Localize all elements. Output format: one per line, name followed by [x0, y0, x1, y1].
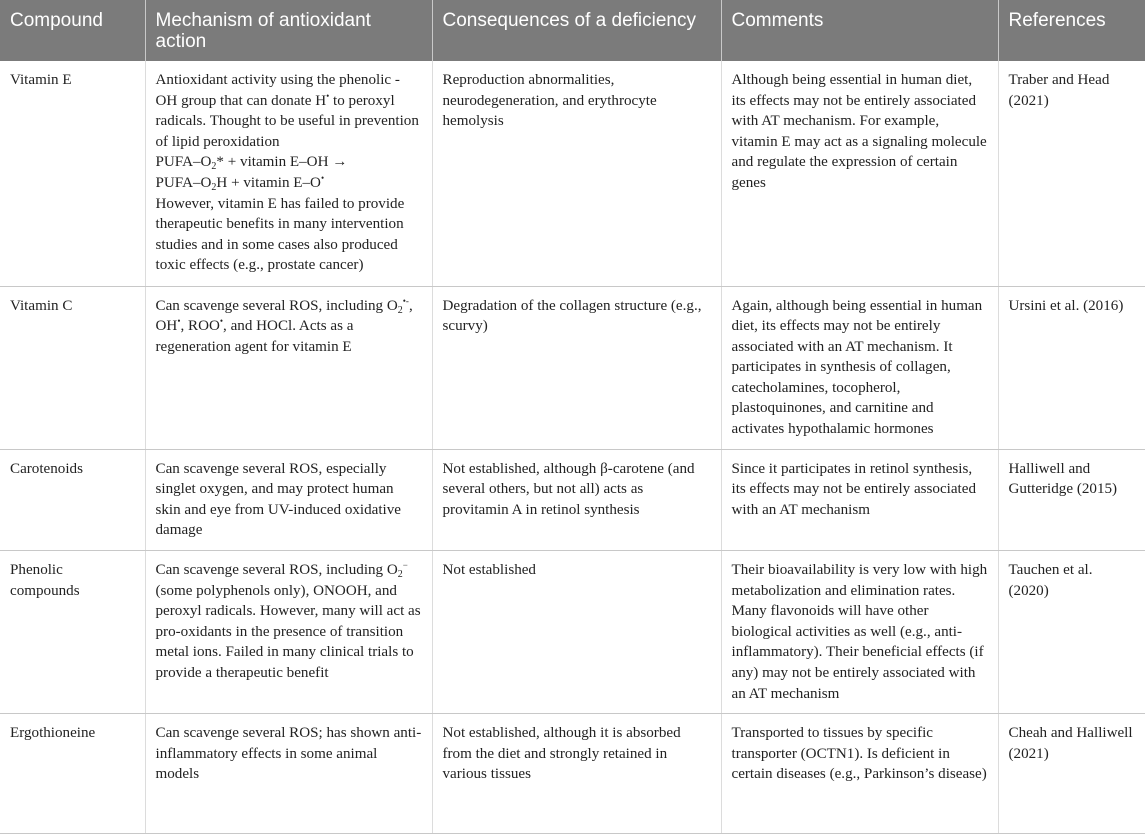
cell-comments: Transported to tissues by specific transporter (OCTN1). Is deficient in certain diseases (e.g., Parkinson’s disease) [721, 714, 998, 834]
table-body [0, 61, 1145, 834]
cell-comments: Since it participates in retinol synthesis, its effects may not be entirely associated with an AT mechanism [721, 449, 998, 550]
header-consequences: Consequences of a deficiency [432, 0, 721, 61]
cell-compound: Vitamin E [0, 61, 145, 286]
table-row [0, 286, 1145, 449]
cell-references: Tauchen et al. (2020) [998, 551, 1145, 714]
equation-text: * + vitamin E–OH → [216, 154, 348, 171]
header-references: References [998, 0, 1145, 61]
table-row [0, 551, 1145, 714]
subscript: 2 [211, 181, 217, 193]
cell-consequences: Reproduction abnormalities, neurodegeneration, and erythrocyte hemolysis [432, 61, 721, 286]
table-row [0, 449, 1145, 550]
table-header [0, 0, 1145, 61]
cell-references: Halliwell and Gutteridge (2015) [998, 449, 1145, 550]
radical-dot: • [219, 316, 224, 327]
cell-mechanism [145, 61, 432, 286]
subscript: 2 [397, 569, 403, 581]
equation-text: PUFA–O [155, 154, 212, 171]
mechanism-text: Antioxidant activity using the phenolic -OH group that can donate H [155, 72, 400, 109]
mechanism-text: , ROO [180, 318, 220, 335]
header-comments: Comments [721, 0, 998, 61]
cell-consequences: Degradation of the collagen structure (e.g., scurvy) [432, 286, 721, 449]
subscript: 2 [397, 304, 403, 316]
cell-consequences: Not established [432, 551, 721, 714]
table-row [0, 61, 1145, 286]
radical-dot: • [177, 316, 181, 327]
equation-text: PUFA–O [155, 174, 212, 191]
cell-references: Ursini et al. (2016) [998, 286, 1145, 449]
cell-references: Traber and Head (2021) [998, 61, 1145, 286]
cell-comments: Their bioavailability is very low with high metabolization and elimination rates. Many flavonoids will have other biological activities as well (e.g., anti-inflammatory). Their beneficial effects (if any) may not be entirely associated with an AT mechanism [721, 551, 998, 714]
cell-mechanism [145, 551, 432, 714]
cell-consequences: Not established, although it is absorbed from the diet and strongly retained in various tissues [432, 714, 721, 834]
table-row [0, 714, 1145, 834]
cell-compound: Vitamin C [0, 286, 145, 449]
cell-references: Cheah and Halliwell (2021) [998, 714, 1145, 834]
cell-comments: Again, although being essential in human diet, its effects may not be entirely associated with an AT mechanism. It participates in synthesis of collagen, catecholamines, tocopherol, plastoquinones, and carnitine and activates hypothalamic hormones [721, 286, 998, 449]
cell-mechanism: Can scavenge several ROS; has shown anti-inflammatory effects in some animal models [145, 714, 432, 834]
cell-comments: Although being essential in human diet, its effects may not be entirely associated with AT mechanism. For example, vitamin E may act as a signaling molecule and regulate the expression of certain genes [721, 61, 998, 286]
header-compound: Compound [0, 0, 145, 61]
cell-compound: Ergothioneine [0, 714, 145, 834]
mechanism-text: Can scavenge several ROS, including O [155, 297, 398, 314]
mechanism-text: to peroxyl radicals. Thought to be useful in prevention of lipid peroxidation [155, 92, 419, 150]
subscript: 2 [211, 161, 217, 173]
mechanism-text: (some polyphenols only), ONOOH, and peroxyl radicals. However, many will act as pro-oxidants in the presence of transition metal ions. Failed in many clinical trials to provide a therapeutic benefit [155, 582, 421, 681]
radical-dot: • [326, 90, 330, 101]
header-mechanism: Mechanism of antioxidant action [145, 0, 432, 61]
mechanism-text: , and HOCl. Acts as a regeneration agent for vitamin E [155, 318, 354, 355]
cell-consequences: Not established, although β-carotene (and several others, but not all) acts as provitamin A in retinol synthesis [432, 449, 721, 550]
radical-dot: •- [402, 295, 409, 306]
mechanism-text: Can scavenge several ROS, including O [155, 562, 398, 579]
equation-line [156, 173, 422, 194]
equation-text: H + vitamin E–O [216, 174, 321, 191]
mechanism-text: However, vitamin E has failed to provide therapeutic benefits in many intervention studies and in some cases also produced toxic effects (e.g., prostate cancer) [155, 195, 405, 274]
header-row [0, 0, 1145, 61]
cell-compound: Carotenoids [0, 449, 145, 550]
radical-dot: • [320, 172, 325, 183]
mechanism-text: , OH [155, 297, 413, 335]
cell-mechanism [145, 286, 432, 449]
cell-compound: Phenolic compounds [0, 551, 145, 714]
cell-mechanism: Can scavenge several ROS, especially singlet oxygen, and may protect human skin and eye from UV-induced oxidative damage [145, 449, 432, 550]
equation-line [156, 152, 422, 173]
superscript: − [402, 560, 408, 571]
